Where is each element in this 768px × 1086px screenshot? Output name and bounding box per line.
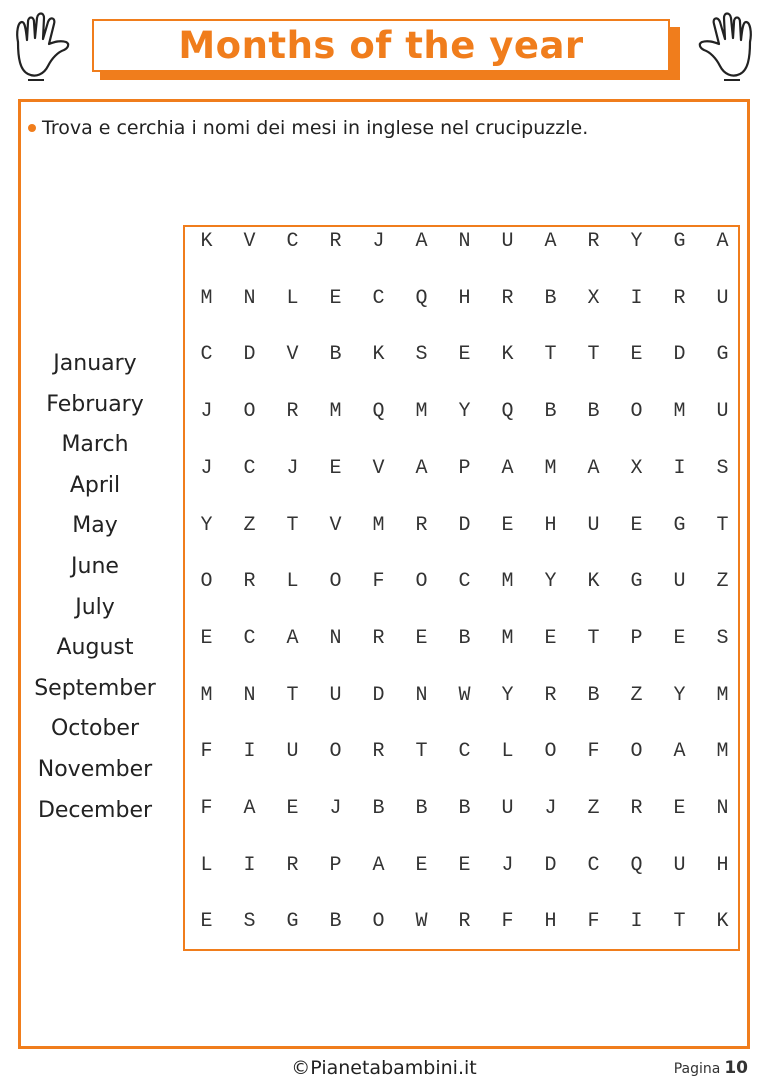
grid-letter[interactable]: T [673, 910, 686, 934]
grid-letter[interactable]: J [544, 797, 557, 820]
grid-letter[interactable]: K [200, 230, 213, 253]
grid-letter[interactable]: W [415, 910, 428, 934]
grid-letter[interactable]: T [415, 740, 428, 764]
grid-letter[interactable]: N [329, 626, 342, 650]
grid-letter[interactable]: P [630, 626, 643, 650]
grid-letter[interactable]: G [716, 343, 729, 367]
grid-letter[interactable]: U [286, 740, 299, 764]
grid-letter[interactable]: A [243, 797, 256, 820]
grid-letter[interactable]: G [286, 910, 299, 934]
grid-letter[interactable]: B [544, 286, 557, 310]
grid-letter[interactable]: A [372, 853, 385, 877]
grid-letter[interactable]: L [286, 286, 299, 310]
page-title: Months of the year [178, 24, 584, 67]
grid-letter[interactable]: U [716, 400, 729, 424]
grid-letter[interactable]: H [544, 910, 557, 934]
grid-letter[interactable]: L [501, 740, 514, 764]
grid-letter[interactable]: S [716, 456, 729, 480]
grid-letter[interactable]: B [415, 797, 428, 820]
grid-letter[interactable]: O [544, 740, 557, 764]
grid-letter[interactable]: Z [243, 513, 256, 537]
page-label: Pagina [673, 1061, 721, 1077]
grid-letter[interactable]: J [200, 456, 213, 480]
grid-letter[interactable]: V [329, 513, 342, 537]
grid-letter[interactable]: B [587, 400, 600, 424]
grid-letter[interactable]: F [587, 910, 600, 934]
grid-letter[interactable]: O [243, 400, 256, 424]
grid-letter[interactable]: T [286, 513, 299, 537]
grid-letter[interactable]: Q [501, 400, 514, 424]
grid-letter[interactable]: R [587, 230, 600, 253]
grid-letter[interactable]: M [329, 400, 342, 424]
grid-letter[interactable]: Q [415, 286, 428, 310]
grid-letter[interactable]: B [372, 797, 385, 820]
grid-letter[interactable]: J [286, 456, 299, 480]
word-item: May [72, 513, 118, 539]
grid-letter[interactable]: U [673, 570, 686, 594]
grid-letter[interactable]: O [630, 740, 643, 764]
grid-letter[interactable]: E [630, 513, 643, 537]
grid-letter[interactable]: C [243, 456, 256, 480]
grid-letter[interactable]: B [587, 683, 600, 707]
grid-letter[interactable]: Y [630, 230, 643, 253]
grid-letter[interactable]: R [544, 683, 557, 707]
grid-letter[interactable]: G [630, 570, 643, 594]
grid-letter[interactable]: J [329, 797, 342, 820]
grid-letter[interactable]: C [458, 740, 471, 764]
grid-letter[interactable]: R [329, 230, 342, 253]
title-banner [92, 19, 670, 72]
grid-letter[interactable]: I [243, 740, 256, 764]
grid-letter[interactable]: W [458, 683, 471, 707]
grid-letter[interactable]: E [673, 626, 686, 650]
grid-letter[interactable]: M [200, 683, 213, 707]
grid-letter[interactable]: Y [458, 400, 471, 424]
grid-letter[interactable]: B [458, 797, 471, 820]
grid-letter[interactable]: F [372, 570, 385, 594]
grid-letter[interactable]: T [587, 343, 600, 367]
word-item: March [61, 432, 129, 458]
grid-letter[interactable]: M [372, 513, 385, 537]
grid-letter[interactable]: A [286, 626, 299, 650]
grid-letter[interactable]: E [200, 910, 213, 934]
grid-letter[interactable]: F [200, 797, 213, 820]
grid-letter[interactable]: D [458, 513, 471, 537]
grid-letter[interactable]: E [329, 286, 342, 310]
grid-letter[interactable]: F [587, 740, 600, 764]
grid-letter[interactable]: J [501, 853, 514, 877]
grid-letter[interactable]: M [673, 400, 686, 424]
grid-letter[interactable]: F [501, 910, 514, 934]
grid-letter[interactable]: T [716, 513, 729, 537]
word-item: December [37, 797, 153, 823]
grid-letter[interactable]: F [200, 740, 213, 764]
grid-letter[interactable]: H [544, 513, 557, 537]
grid-letter[interactable]: Y [501, 683, 514, 707]
grid-letter[interactable]: H [458, 286, 471, 310]
grid-letter[interactable]: E [458, 853, 471, 877]
grid-letter[interactable]: J [372, 230, 385, 253]
grid-letter[interactable]: A [501, 456, 514, 480]
grid-letter[interactable]: S [716, 626, 729, 650]
grid-letter[interactable]: Q [630, 853, 643, 877]
grid-letter[interactable]: E [501, 513, 514, 537]
grid-letter[interactable]: K [587, 570, 600, 594]
bullet-icon [28, 124, 36, 132]
grid-letter[interactable]: B [329, 343, 342, 367]
grid-letter[interactable]: G [673, 230, 686, 253]
grid-letter[interactable]: U [501, 797, 514, 820]
grid-letter[interactable]: R [286, 853, 299, 877]
grid-letter[interactable]: I [630, 286, 643, 310]
grid-letter[interactable]: Q [372, 400, 385, 424]
grid-letter[interactable]: C [458, 570, 471, 594]
grid-letter[interactable]: N [243, 286, 256, 310]
grid-letter[interactable]: N [716, 797, 729, 820]
word-item: August [56, 635, 134, 661]
word-item: July [75, 594, 115, 620]
grid-letter[interactable]: V [286, 343, 299, 367]
grid-letter[interactable]: V [372, 456, 385, 480]
grid-letter[interactable]: O [415, 570, 428, 594]
grid-letter[interactable]: T [286, 683, 299, 707]
grid-letter[interactable]: B [458, 626, 471, 650]
word-item: October [50, 716, 140, 742]
grid-letter[interactable]: M [415, 400, 428, 424]
grid-letter[interactable]: E [329, 456, 342, 480]
page-number: 10 [724, 1058, 748, 1078]
grid-letter[interactable]: N [415, 683, 428, 707]
grid-letter[interactable]: T [587, 626, 600, 650]
word-item: February [46, 391, 144, 417]
word-item: June [71, 553, 119, 579]
grid-letter[interactable]: T [544, 343, 557, 367]
grid-letter[interactable]: P [458, 456, 471, 480]
grid-letter[interactable]: I [673, 456, 686, 480]
grid-letter[interactable]: Y [544, 570, 557, 594]
grid-letter[interactable]: U [329, 683, 342, 707]
grid-letter[interactable]: R [501, 286, 514, 310]
word-list [22, 344, 168, 831]
grid-letter[interactable]: U [587, 513, 600, 537]
grid-letter[interactable]: R [630, 797, 643, 820]
grid-letter[interactable]: A [415, 456, 428, 480]
grid-letter[interactable]: D [243, 343, 256, 367]
word-item: April [69, 472, 121, 498]
grid-letter[interactable]: B [329, 910, 342, 934]
grid-letter[interactable]: E [415, 626, 428, 650]
grid-letter[interactable]: R [372, 740, 385, 764]
grid-letter[interactable]: Z [716, 570, 729, 594]
grid-letter[interactable]: M [716, 683, 729, 707]
grid-letter[interactable]: E [286, 797, 299, 820]
grid-letter[interactable]: A [415, 230, 428, 253]
grid-letter[interactable]: A [544, 230, 557, 253]
word-item: November [37, 756, 153, 782]
grid-letter[interactable]: E [415, 853, 428, 877]
grid-letter[interactable]: P [329, 853, 342, 877]
grid-letter[interactable]: Y [673, 683, 686, 707]
grid-letter[interactable]: S [243, 910, 256, 934]
grid-letter[interactable]: M [716, 740, 729, 764]
right-hand-icon [692, 12, 758, 90]
grid-letter[interactable]: K [716, 910, 729, 934]
grid-letter[interactable]: R [458, 910, 471, 934]
grid-letter[interactable]: M [501, 570, 514, 594]
left-hand-icon [10, 12, 76, 90]
grid-letter[interactable]: R [673, 286, 686, 310]
grid-letter[interactable]: Y [200, 513, 213, 537]
grid-letter[interactable]: O [200, 570, 213, 594]
grid-letter[interactable]: L [286, 570, 299, 594]
grid-letter[interactable]: L [200, 853, 213, 877]
grid-letter[interactable]: X [587, 286, 600, 310]
grid-letter[interactable]: M [544, 456, 557, 480]
grid-letter[interactable]: E [544, 626, 557, 650]
grid-letter[interactable]: E [673, 797, 686, 820]
page-indicator [674, 1058, 748, 1078]
word-item: January [53, 351, 137, 376]
grid-letter[interactable]: R [415, 513, 428, 537]
grid-letter[interactable]: U [716, 286, 729, 310]
grid-letter[interactable]: V [243, 230, 256, 253]
grid-letter[interactable]: M [501, 626, 514, 650]
grid-letter[interactable]: O [329, 570, 342, 594]
instruction [28, 117, 588, 139]
grid-letter[interactable]: S [415, 343, 428, 367]
grid-letter[interactable]: D [544, 853, 557, 877]
grid-letter[interactable]: M [200, 286, 213, 310]
grid-letter[interactable]: Z [630, 683, 643, 707]
grid-letter[interactable]: O [372, 910, 385, 934]
grid-letter[interactable]: N [243, 683, 256, 707]
grid-letter[interactable]: K [372, 343, 385, 367]
grid-letter[interactable]: C [200, 343, 213, 367]
grid-letter[interactable]: U [501, 230, 514, 253]
word-search-grid [183, 225, 740, 951]
grid-letter[interactable]: A [716, 230, 729, 253]
grid-letter[interactable]: J [200, 400, 213, 424]
grid-letter[interactable]: H [716, 853, 729, 877]
grid-letter[interactable]: X [630, 456, 643, 480]
grid-letter[interactable]: R [243, 570, 256, 594]
grid-letter[interactable]: G [673, 513, 686, 537]
copyright: ©Pianetabambini.it [291, 1057, 477, 1079]
grid-letter[interactable]: E [458, 343, 471, 367]
grid-letter[interactable]: R [372, 626, 385, 650]
grid-letter[interactable]: C [587, 853, 600, 877]
grid-letter[interactable]: I [630, 910, 643, 934]
grid-letter[interactable]: C [286, 230, 299, 253]
grid-letter[interactable]: K [501, 343, 514, 367]
grid-letter[interactable]: D [673, 343, 686, 367]
grid-letter[interactable]: A [673, 740, 686, 764]
grid-letter[interactable]: E [200, 626, 213, 650]
grid-letter[interactable]: D [372, 683, 385, 707]
grid-letter[interactable]: Z [587, 797, 600, 820]
grid-letter[interactable]: R [286, 400, 299, 424]
grid-letter[interactable]: N [458, 230, 471, 253]
grid-letter[interactable]: A [587, 456, 600, 480]
grid-letter[interactable]: B [544, 400, 557, 424]
grid-letter[interactable]: O [329, 740, 342, 764]
grid-letter[interactable]: E [630, 343, 643, 367]
word-item: September [34, 675, 156, 701]
grid-letter[interactable]: I [243, 853, 256, 877]
instruction-text: Trova e cerchia i nomi dei mesi in inglese nel crucipuzzle. [42, 117, 589, 139]
grid-letter[interactable]: C [243, 626, 256, 650]
grid-letter[interactable]: U [673, 853, 686, 877]
grid-letter[interactable]: C [372, 286, 385, 310]
grid-letter[interactable]: O [630, 400, 643, 424]
